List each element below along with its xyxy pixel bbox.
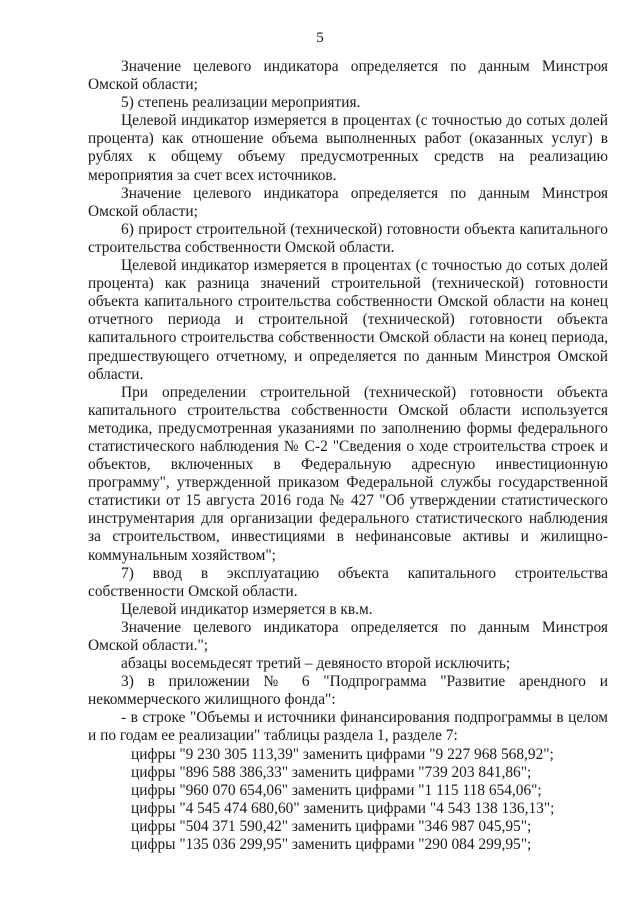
paragraph: 5) степень реализации мероприятия. — [121, 94, 361, 112]
document-body — [88, 58, 608, 854]
replacement-line: цифры "896 588 386,33" заменить цифрами "739 203 841,86"; — [131, 763, 532, 781]
replacement-line: цифры "135 036 299,95" заменить цифрами "290 084 299,95"; — [131, 836, 532, 854]
paragraph: Значение целевого индикатора определяется по данным Минстроя Омской области; — [88, 184, 608, 220]
paragraph: 7) ввод в эксплуатацию объекта капитального строительства собственности Омской области. — [88, 564, 608, 600]
replacement-line: цифры "504 371 590,42" заменить цифрами "346 987 045,95"; — [131, 817, 532, 835]
paragraph: 3) в приложении № 6 "Подпрограмма "Развитие арендного и некоммерческого жилищного фонда": — [88, 673, 608, 709]
replacement-list — [131, 746, 608, 855]
paragraph: Целевой индикатор измеряется в процентах (с точностью до сотых долей процента) как разница значений строительной (технической) готовности объекта капитального строительства собственности Омской области на конец отчетного периода и строительной (технической) готовности объекта капитального строительства собственности Омской области на конец периода, предшествующего отчетному, и определяется по данным Минстроя Омской области. — [88, 257, 608, 383]
replacement-line: цифры "960 070 654,06" заменить цифрами "1 115 118 654,06"; — [131, 781, 542, 799]
paragraph: При определении строительной (технической) готовности объекта капитального строительства собственности Омской области используется методика, предусмотренная указаниями по заполнению формы федерального статистического наблюдения № С-2 "Сведения о ходе строительства строек и объектов, включенных в Федеральную адресную инвестиционную программу", утвержденной приказом Федеральной службы государственной статистики от 15 августа 2016 года № 427 "Об утверждении статистического инструментария для организации федерального статистического наблюдения за строительством, инвестициями в нефинансовые активы и жилищно-коммунальным хозяйством"; — [88, 383, 608, 564]
paragraph: Значение целевого индикатора определяется по данным Минстроя Омской области."; — [88, 618, 608, 654]
paragraph: - в строке "Объемы и источники финансирования подпрограммы в целом и по годам ее реализации" таблицы раздела 1, разделе 7: — [88, 709, 608, 745]
replacement-line: цифры "4 545 474 680,60" заменить цифрами "4 543 138 136,13"; — [131, 799, 555, 817]
paragraph: Целевой индикатор измеряется в кв.м. — [121, 600, 373, 618]
paragraph: 6) прирост строительной (технической) готовности объекта капитального строительства собственности Омской области. — [88, 220, 608, 256]
replacement-line: цифры "9 230 305 113,39" заменить цифрами "9 227 968 568,92"; — [131, 745, 554, 763]
page-number: 5 — [316, 30, 324, 46]
paragraph: Целевой индикатор измеряется в процентах (с точностью до сотых долей процента) как отношение объема выполненных работ (оказанных услуг) в рублях к общему объему предусмотренных средств на реализацию мероприятия за счет всех источников. — [88, 112, 608, 184]
paragraph: абзацы восемьдесят третий – девяносто второй исключить; — [121, 655, 511, 673]
paragraph: Значение целевого индикатора определяется по данным Минстроя Омской области; — [88, 58, 608, 94]
